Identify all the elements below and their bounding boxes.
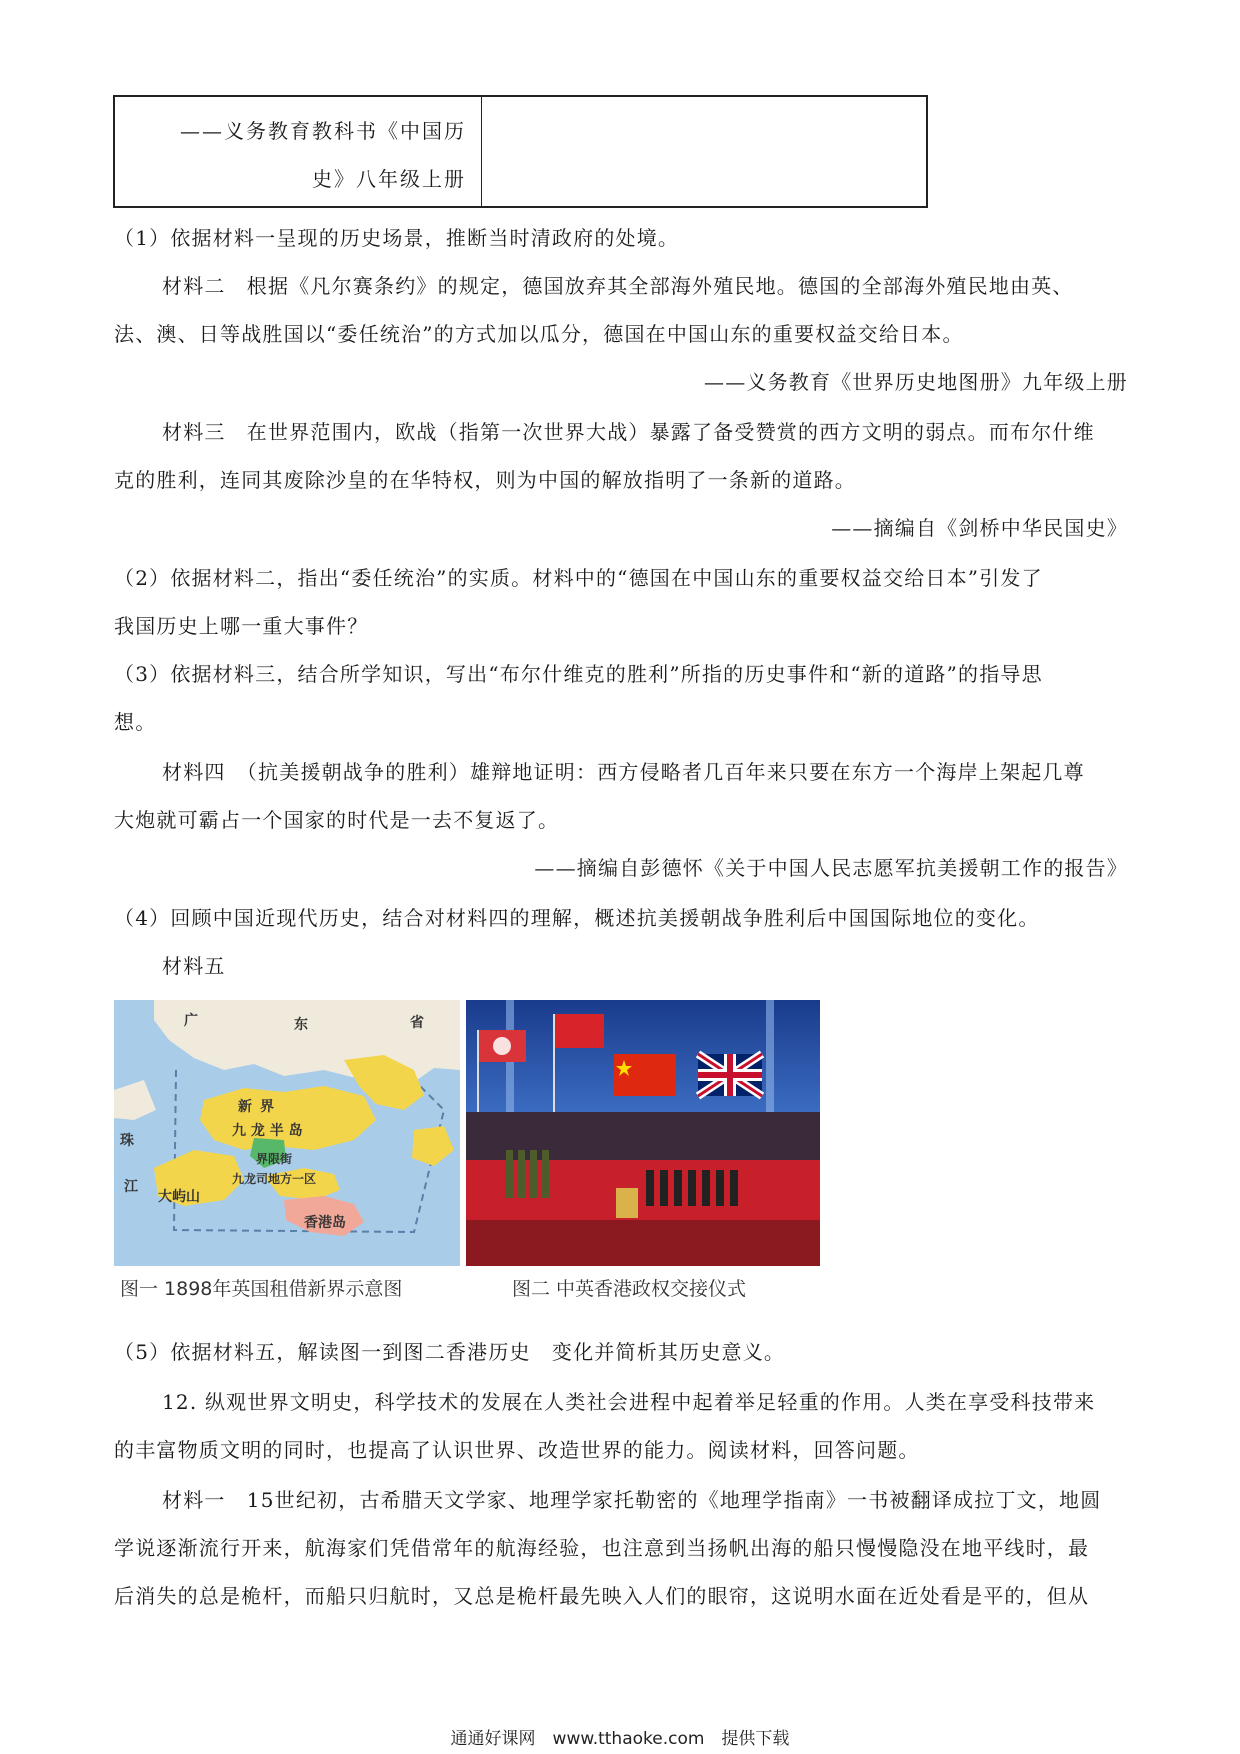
q12-material-1-line2: 学说逐渐流行开来，航海家们凭借常年的航海经验，也注意到当扬帆出海的船只慢慢隐没在地平线时，最: [114, 1536, 1090, 1560]
material-2-line2: 法、澳、日等战胜国以“委任统治”的方式加以瓜分，德国在中国山东的重要权益交给日本。: [114, 322, 964, 346]
question-12-line2: 的丰富物质文明的同时，也提高了认识世界、改造世界的能力。阅读材料，回答问题。: [114, 1438, 920, 1462]
material-one-table: [113, 95, 928, 208]
material-3-line2: 克的胜利，连同其废除沙皇的在华特权，则为中国的解放指明了一条新的道路。: [114, 468, 856, 492]
map-label-kowloon: 九 龙 半 岛: [232, 1123, 303, 1139]
material-5-figures: [114, 1000, 820, 1300]
material-4-line1: 材料四 （抗美援朝战争的胜利）雄辩地证明：西方侵略者几百年来只要在东方一个海岸上架起几尊: [162, 760, 1085, 784]
hong-kong-map-figure: [114, 1000, 460, 1266]
material-2-line1: 材料二 根据《凡尔赛条约》的规定，德国放弃其全部海外殖民地。德国的全部海外殖民地由英、: [162, 274, 1074, 298]
map-label-kowloon-city: 九龙司地方一区: [232, 1172, 317, 1186]
question-3-line1: （3）依据材料三，结合所学知识，写出“布尔什维克的胜利”所指的历史事件和“新的道路”的指导思: [114, 662, 1043, 686]
material-5-label: 材料五: [162, 954, 226, 978]
map-label-boundary-street: 界限街: [256, 1152, 293, 1166]
question-3-line2: 想。: [114, 710, 157, 734]
material-4-line2: 大炮就可霸占一个国家的时代是一去不复返了。: [114, 808, 560, 832]
table-citation-line2: 史》八年级上册: [312, 167, 466, 191]
figure-2-caption: 图二 中英香港政权交接仪式: [512, 1278, 747, 1300]
map-label-dong: 东: [294, 1017, 308, 1033]
map-label-guang: 广: [184, 1013, 198, 1029]
handover-ceremony-illustration: [466, 1000, 820, 1266]
q12-material-1-line1: 材料一 15世纪初，古希腊天文学家、地理学家托勒密的《地理学指南》一书被翻译成拉丁文，地圆: [162, 1488, 1102, 1512]
question-4: （4）回顾中国近现代历史，结合对材料四的理解，概述抗美援朝战争胜利后中国国际地位的变化。: [114, 906, 1040, 930]
map-label-hk-island: 香港岛: [304, 1215, 346, 1231]
question-2-line2: 我国历史上哪一重大事件？: [114, 614, 369, 638]
map-label-jiang: 江: [124, 1179, 138, 1195]
table-divider: [481, 97, 482, 206]
material-2-source: ——义务教育《世界历史地图册》九年级上册: [704, 370, 1128, 394]
figure-1-caption: 图一 1898年英国租借新界示意图: [120, 1278, 403, 1300]
material-3-source: ——摘编自《剑桥中华民国史》: [831, 516, 1128, 540]
material-3-line1: 材料三 在世界范围内，欧战（指第一次世界大战）暴露了备受赞赏的西方文明的弱点。而布尔什维: [162, 420, 1095, 444]
question-2-line1: （2）依据材料二，指出“委任统治”的实质。材料中的“德国在中国山东的重要权益交给日本”引发了: [114, 566, 1043, 590]
handover-ceremony-photo: [466, 1000, 820, 1266]
page-footer: 通通好课网 www.tthaoke.com 提供下载: [450, 1729, 790, 1749]
q12-material-1-line3: 后消失的总是桅杆，而船只归航时，又总是桅杆最先映入人们的眼帘，这说明水面在近处看是平的，但从: [114, 1584, 1090, 1608]
map-label-xin: 新: [238, 1099, 252, 1115]
question-1: （1）依据材料一呈现的历史场景，推断当时清政府的处境。: [114, 226, 680, 250]
question-12-line1: 12. 纵观世界文明史，科学技术的发展在人类社会进程中起着举足轻重的作用。人类在享受科技带来: [162, 1390, 1096, 1414]
map-label-jie: 界: [260, 1099, 274, 1115]
material-4-source: ——摘编自彭德怀《关于中国人民志愿军抗美援朝工作的报告》: [534, 856, 1128, 880]
map-label-sheng: 省: [410, 1015, 424, 1031]
question-5: （5）依据材料五，解读图一到图二香港历史 变化并简析其历史意义。: [114, 1340, 786, 1364]
map-label-lantau: 大屿山: [158, 1189, 200, 1205]
table-citation-line1: ——义务教育教科书《中国历: [180, 119, 466, 143]
map-label-zhu: 珠: [120, 1133, 134, 1149]
